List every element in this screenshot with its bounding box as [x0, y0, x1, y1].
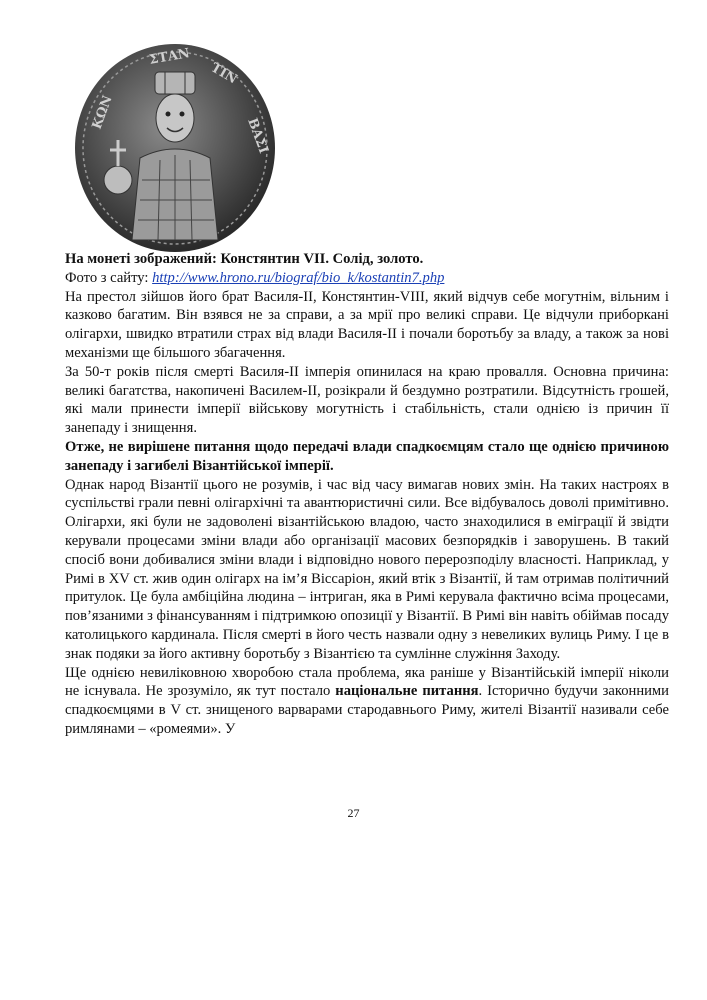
- paragraph-3-bold: Отже, не вирішене питання щодо передачі влади спадкоємцям стало ще однією причиною занепаду і загибелі Візантійської імперії.: [65, 438, 669, 474]
- paragraph-1: На престол зійшов його брат Василя-II, Констянтин-VIII, який відчув себе могутнім, вільним і казково багатим. Він взявся не за справи, а за мрії про великі справи. Це відчули приборкані олігархи, швидко втратили страх від влади Василя-ІІ і почали боротьбу за владу, а також за нові механізми ще більшого збагачення.: [65, 288, 669, 361]
- page-number: 27: [347, 806, 360, 820]
- svg-text:ΒΑΣΙ: ΒΑΣΙ: [244, 116, 271, 156]
- source-link[interactable]: http://www.hrono.ru/biograf/bio_k/kostantin7.php: [152, 269, 445, 286]
- coin-photo: [70, 40, 280, 255]
- svg-text:ΣΤΑΝ: ΣΤΑΝ: [148, 46, 191, 68]
- svg-text:ΚΩΝ: ΚΩΝ: [89, 93, 116, 132]
- page-text: [65, 250, 669, 739]
- source-line: [65, 269, 669, 288]
- paragraph-4: Однак народ Візантії цього не розумів, і час від часу вимагав нових змін. На таких настроях в суспільстві грали певні олігархічні та авантюристичні сили. Все відбувалось доволі примітивно. Олігархи, які були не задоволені візантійською владою, часто знаходилися в еміграції й звідти керували процесами зміни влади або організації масових безпорядків і заворушень. В такий спосіб вони добивалися зміни влади і відповідно нового перерозподілу власності. Наприклад, у Римі в XV ст. жив один олігарх на ім’я Віссаріон, який втік з Візантії, й там отримав політичний притулок. Це була амбіційна людина – інтриган, яка в Римі керувала фактично всіма процесами, пов’язаними з фінансуванням і підтримкою опозиції у Візантії. В Римі він навіть обіймав посаду католицького кардинала. Після смерті в його честь назвали одну з невеликих вулиць Риму. І це в знак подяки за його активну боротьбу з Візантією та сумлінне служіння Заходу.: [65, 476, 669, 662]
- paragraph-2: За 50-т років після смерті Василя-II імперія опинилася на краю провалля. Основна причина: великі багатства, накопичені Василем-II, розікрали й бездумно розтратили. Відсутність грошей, які мали принести імперії військову могутність і стабільність, стали однією із причин її занепаду і знищення.: [65, 363, 669, 437]
- coin-caption: На монеті зображений: Констянтин VII. Солід, золото.: [65, 251, 424, 267]
- source-label: Фото з сайту:: [65, 269, 153, 286]
- p5-bold-term: національне питання: [335, 683, 479, 700]
- svg-text:ΤΙΝ: ΤΙΝ: [208, 60, 240, 88]
- paragraph-5: [65, 664, 669, 739]
- p5-after: . Історично будучи законними спадкоємцями в V ст. знищеного варварами стародавнього Риму, жителі Візантії називали себе римлянами – «ромеями». У: [65, 683, 669, 737]
- p5-before: Ще однією невиліковною хворобою стала проблема, яка раніше у Візантійській імперії ніколи не існувала. Не зрозуміло, як тут постало: [65, 664, 669, 700]
